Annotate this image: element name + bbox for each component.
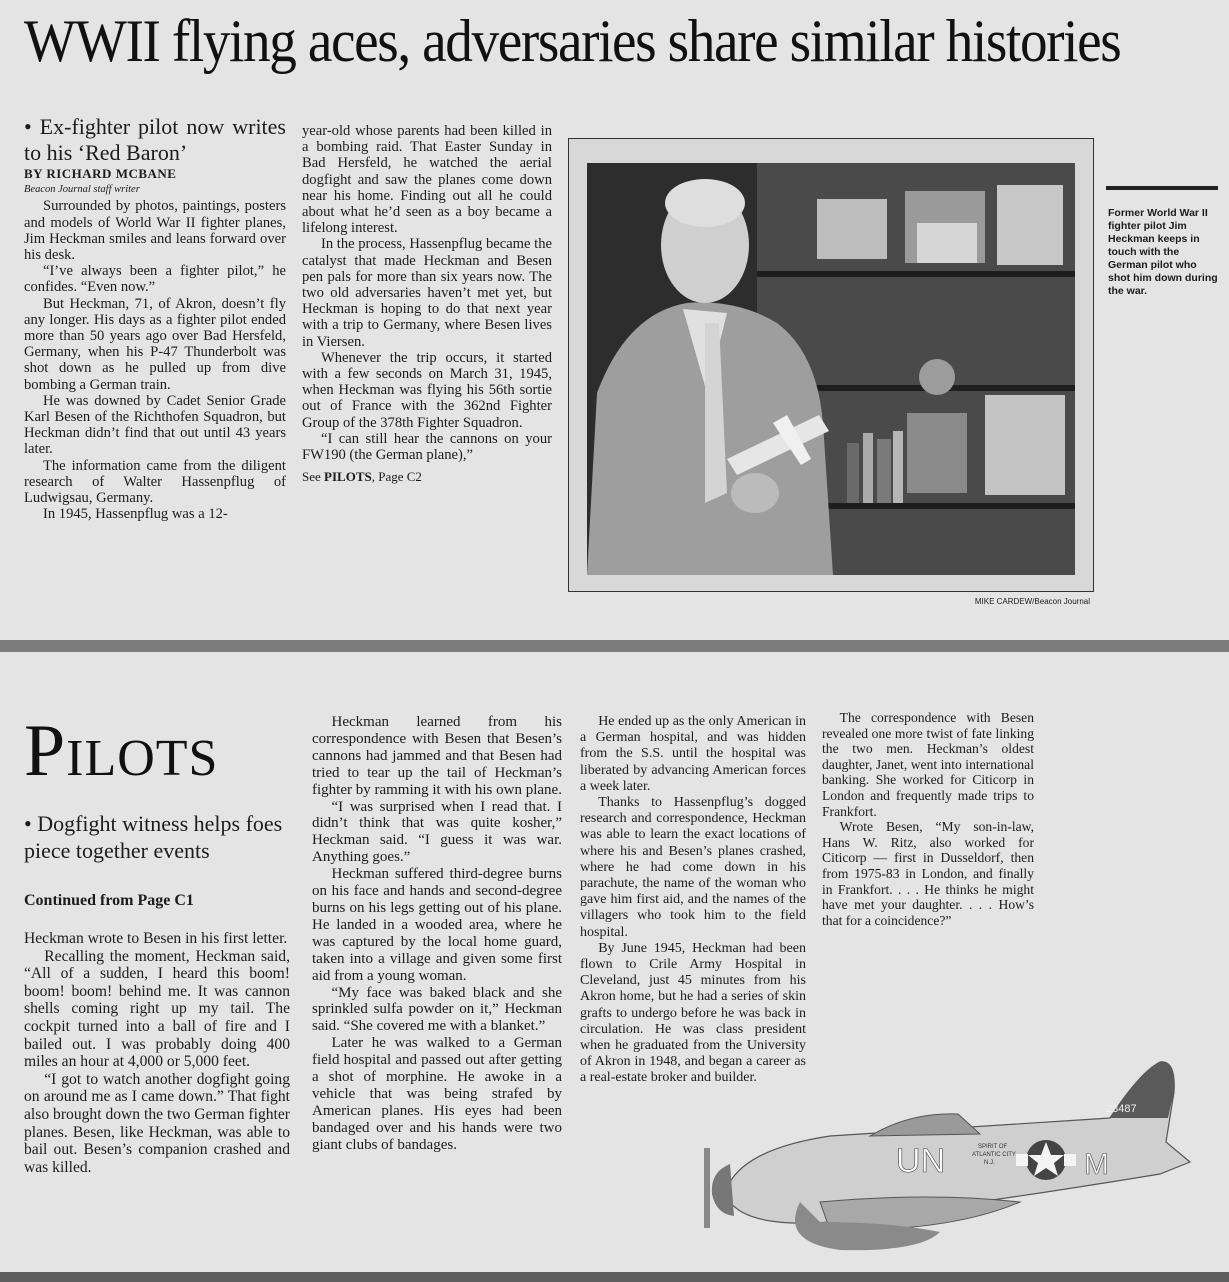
photo-frame xyxy=(568,138,1094,592)
photo-credit: MIKE CARDEW/Beacon Journal xyxy=(974,597,1090,606)
article-column-2 xyxy=(312,714,562,1154)
paragraph: “I can still hear the cannons on your FW190 (the German plane),” xyxy=(302,430,552,464)
section-headline xyxy=(24,712,218,790)
jump-line-word: PILOTS xyxy=(324,469,372,485)
paragraph: “I’ve always been a fighter pilot,” he confides. “Even now.” xyxy=(24,263,286,296)
paragraph: Heckman learned from his correspondence with Besen that Besen’s cannons had jammed and that Besen had tried to tear up the tail of Heckman’s fighter by ramming it with his own plane. xyxy=(312,714,562,798)
deck: • Ex-fighter pilot now writes to his ‘Red Baron’ xyxy=(24,114,286,165)
photo-illustration xyxy=(587,163,1075,575)
paragraph: In the process, Hassenpflug became the catalyst that made Heckman and Besen pen pals for more than six years now. The two old adversaries haven’t met yet, but Heckman is hoping to do that next year with a trip to Germany, where Besen lives in Viersen. xyxy=(302,236,552,350)
paragraph: But Heckman, 71, of Akron, doesn’t fly any longer. His days as a fighter pilot ended more than 50 years ago over Bad Hersfeld, Germany, when his P-47 Thunderbolt was shot down as he pulled up from dive bombing a German train. xyxy=(24,295,286,393)
article-column-1 xyxy=(24,114,286,522)
nose-art-line-1: SPIRIT OF xyxy=(978,1144,1008,1150)
deck: • Dogfight witness helps foes piece together events xyxy=(24,811,283,863)
bottom-edge xyxy=(0,1272,1229,1282)
paragraph: The correspondence with Besen revealed one more twist of fate linking the two men. Heckman’s oldest daughter, Janet, went into international banking. She worked for Citicorp in London and frequently made trips to Frankfort. xyxy=(822,710,1034,819)
paragraph: Heckman suffered third-degree burns on his face and hands and second-degree burns on his legs getting out of his plane. He landed in a wooded area, where he was captured by the local home guard, taken into a village and given some first aid from a young woman. xyxy=(312,866,562,984)
headline: WWII flying aces, adversaries share similar histories xyxy=(24,8,1121,74)
caption-rule xyxy=(1106,186,1218,190)
top-article xyxy=(0,0,1229,640)
paragraph: By June 1945, Heckman had been flown to Crile Army Hospital in Cleveland, just 45 minutes from his Akron home, but he had a series of skin grafts to undergo before he was back in circulation. He was class president when he graduated from the University of Akron in 1948, and began a career as a real-estate broker and builder. xyxy=(580,940,806,1086)
squadron-code: UN xyxy=(896,1142,946,1180)
aircraft-letter: M xyxy=(1084,1148,1109,1181)
paragraph: Wrote Besen, “My son-in-law, Hans W. Ritz, also worked for Citicorp — first in Dusseldorf, then from 1975-83 in London, and finally in Frankfort. . . . He thinks he might have met your daughter. . . . How’s that for a coincidence?” xyxy=(822,819,1034,928)
nose-art-line-3: N.J. xyxy=(984,1160,995,1166)
tail-number: 28487 xyxy=(1106,1103,1137,1115)
p47-thunderbolt-illustration xyxy=(690,1052,1229,1274)
paragraph: year-old whose parents had been killed in a bombing raid. That Easter Sunday in Bad Hersfeld, he watched the aerial dogfight and saw the planes come down near his home. Finding out all he could about what he’d seen as a boy became a lifelong interest. xyxy=(302,123,552,237)
continued-line: Continued from Page C1 xyxy=(24,892,194,909)
article-column-2 xyxy=(302,123,552,485)
paragraph: Later he was walked to a German field hospital and passed out after getting a shot of morphine. He awoke in a vehicle that was being strafed by American planes. His eyes had been bandaged over and his hands were two giant clubs of bandages. xyxy=(312,1035,562,1153)
staff-line: Beacon Journal staff writer xyxy=(24,184,140,196)
photo-caption: Former World War II fighter pilot Jim Heckman keeps in touch with the German pilot who shot him down during the war. xyxy=(1108,207,1218,297)
paragraph: He ended up as the only American in a German hospital, and was hidden from the S.S. until the hospital was liberated by advancing American forces a week later. xyxy=(580,714,806,794)
paragraph: “I got to watch another dogfight going on around me as I came down.” That fight also brought down the two German fighter planes. Besen, like Heckman, was able to bail out. Besen’s companion crashed and was killed. xyxy=(24,1070,290,1176)
paragraph: He was downed by Cadet Senior Grade Karl Besen of the Richthofen Squadron, but Heckman didn’t find that out until 43 years later. xyxy=(24,392,286,458)
byline: BY RICHARD MCBANE xyxy=(24,166,177,181)
article-column-4 xyxy=(822,710,1034,928)
paragraph: Recalling the moment, Heckman said, “All of a sudden, I heard this boom! boom! boom! behind me. It was cannon shells coming right up my tail. The cockpit turned into a ball of fire and I bailed out. I was probably doing 400 miles an hour at 4,000 or 5,000 feet. xyxy=(24,947,290,1071)
paragraph: Surrounded by photos, paintings, posters and models of World War II fighter planes, Jim Heckman smiles and leans forward over his desk. xyxy=(24,198,286,264)
article-column-3 xyxy=(580,714,806,1087)
article-column-1 xyxy=(24,930,290,1176)
paragraph: The information came from the diligent research of Walter Hassenpflug of Ludwigsau, Germany. xyxy=(24,457,286,507)
section-headline-text: Pilots xyxy=(24,710,219,792)
paragraph: “I was surprised when I read that. I didn’t think that was quite kosher,” Heckman said. “I guess it was war. Anything goes.” xyxy=(312,798,562,866)
paragraph: Heckman wrote to Besen in his first letter. xyxy=(24,930,288,947)
paragraph: Whenever the trip occurs, it started with a few seconds on March 31, 1945, when Heckman was flying his 56th sortie out of France with the 362nd Fighter Group of the 378th Fighter Squadron. xyxy=(302,349,552,431)
paragraph: Thanks to Hassenpflug’s dogged research and correspondence, Heckman was able to learn the exact locations of where his and Besen’s planes crashed, where he had come down in his parachute, the name of the woman who gave him first aid, and the names of the villagers who took him to the field hospital. xyxy=(580,795,806,940)
paragraph: “My face was baked black and she sprinkled sulfa powder on it,” Heckman said. “She covered me with a blanket.” xyxy=(312,984,562,1035)
nose-art-line-2: ATLANTIC CITY xyxy=(972,1152,1016,1158)
photo-man-with-model-plane xyxy=(587,163,1075,575)
paragraph: In 1945, Hassenpflug was a 12- xyxy=(42,506,228,523)
jump-line: See PILOTS, Page C2 xyxy=(302,469,422,485)
bottom-article xyxy=(0,652,1229,1274)
